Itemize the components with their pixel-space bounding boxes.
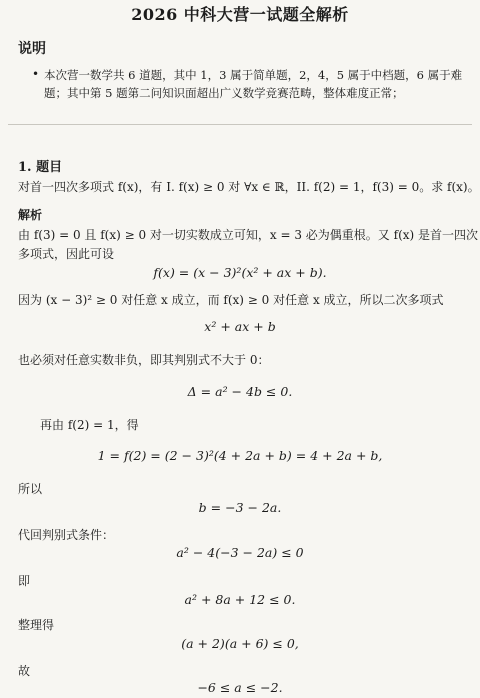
- equation-8: (a + 2)(a + 6) ≤ 0,: [181, 636, 299, 651]
- intro-bullet-line-1: 本次营一数学共 6 道题，其中 1，3 属于简单题，2，4，5 属于中档题，6 属于难: [44, 68, 463, 82]
- intro-heading: 说明: [18, 41, 46, 57]
- solution-paragraph-1-line-2: 多项式，因此可设: [18, 247, 115, 261]
- solution-paragraph-8: 整理得: [18, 618, 55, 632]
- equation-4: 1 = f(2) = (2 − 3)²(4 + 2a + b) = 4 + 2a + b,: [97, 448, 383, 463]
- intro-bullet-line-2: 题；其中第 5 题第二问知识面超出广义数学竞赛范畴，整体难度正常；: [44, 86, 404, 100]
- document-title: 2026 中科大营一试题全解析: [131, 5, 349, 24]
- solution-paragraph-9: 故: [18, 664, 31, 678]
- problem-statement: 对首一四次多项式 f(x)，有 I. f(x) ≥ 0 对 ∀x ∈ ℝ，II. f(2) = 1，f(3) = 0。求 f(x)。: [18, 180, 480, 194]
- solution-paragraph-5: 所以: [18, 482, 43, 496]
- equation-6: a² − 4(−3 − 2a) ≤ 0: [176, 545, 304, 560]
- solution-paragraph-7: 即: [18, 574, 31, 588]
- bullet-icon: •: [32, 67, 40, 81]
- equation-9: −6 ≤ a ≤ −2.: [197, 680, 283, 695]
- equation-3: Δ = a² − 4b ≤ 0.: [187, 384, 293, 399]
- solution-paragraph-4: 再由 f(2) = 1，得: [40, 418, 139, 432]
- section-divider: [8, 124, 472, 125]
- solution-paragraph-2: 因为 (x − 3)² ≥ 0 对任意 x 成立，而 f(x) ≥ 0 对任意 x 成立，所以二次多项式: [18, 293, 444, 307]
- solution-paragraph-3: 也必须对任意实数非负，即其判别式不大于 0：: [18, 353, 270, 367]
- solution-paragraph-6: 代回判别式条件：: [18, 528, 115, 542]
- equation-1: f(x) = (x − 3)²(x² + ax + b).: [153, 265, 327, 280]
- equation-5: b = −3 − 2a.: [198, 500, 282, 515]
- problem-heading: 1. 题目: [18, 160, 63, 175]
- equation-7: a² + 8a + 12 ≤ 0.: [184, 592, 296, 607]
- solution-paragraph-1-line-1: 由 f(3) = 0 且 f(x) ≥ 0 对一切实数成立可知，x = 3 必为偶重根。又 f(x) 是首一四次: [18, 228, 479, 242]
- equation-2: x² + ax + b: [204, 319, 276, 334]
- solution-heading: 解析: [18, 208, 43, 222]
